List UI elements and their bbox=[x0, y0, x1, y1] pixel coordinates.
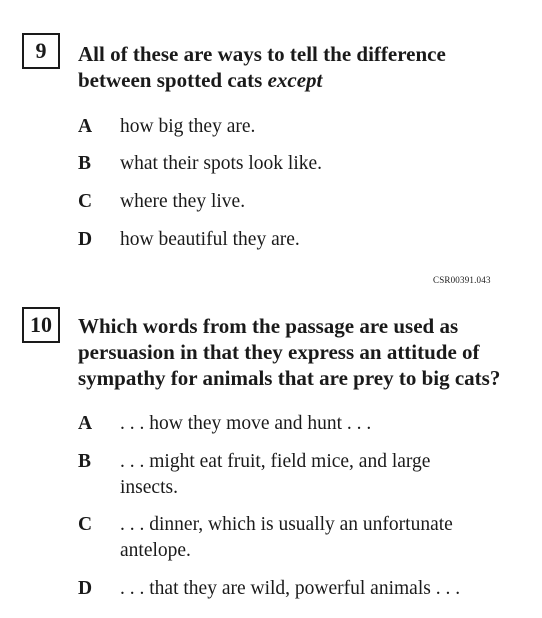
q10-option-a-text: . . . how they move and hunt . . . bbox=[120, 413, 372, 434]
q9-option-d-text: how beautiful they are. bbox=[120, 229, 300, 250]
question-stem-10: Which words from the passage are used as persuasion in that they express an attitude of sympathy for animals that are prey to big cats? bbox=[78, 314, 501, 390]
q10-option-c-text: . . . dinner, which is usually an unfortunate antelope. bbox=[120, 514, 453, 561]
q10-option-b-letter: B bbox=[78, 451, 92, 472]
q9-option-a-text: how big they are. bbox=[120, 116, 256, 137]
q9-option-b-letter: B bbox=[78, 153, 92, 174]
q10-option-b-text: . . . might eat fruit, field mice, and large insects. bbox=[120, 451, 431, 498]
question-stem-9 bbox=[78, 41, 498, 93]
q10-option-d-text: . . . that they are wild, powerful animals . . . bbox=[120, 578, 461, 599]
question-stem-9-text: All of these are ways to tell the difference between spotted cats bbox=[78, 42, 446, 92]
question-stem-9-emphasis: except bbox=[267, 68, 323, 92]
question-number-9: 9 bbox=[22, 33, 60, 69]
q10-option-a-letter: A bbox=[78, 413, 93, 434]
q10-option-d-letter: D bbox=[78, 578, 93, 599]
q9-option-b-text: what their spots look like. bbox=[120, 153, 323, 174]
q9-option-a-letter: A bbox=[78, 116, 93, 137]
question-number-10: 10 bbox=[22, 307, 60, 343]
q9-option-d-letter: D bbox=[78, 229, 93, 250]
q9-option-c-text: where they live. bbox=[120, 191, 246, 212]
q9-option-c-letter: C bbox=[78, 191, 93, 212]
q10-option-c-letter: C bbox=[78, 514, 93, 535]
item-code: CSR00391.043 bbox=[433, 275, 491, 285]
